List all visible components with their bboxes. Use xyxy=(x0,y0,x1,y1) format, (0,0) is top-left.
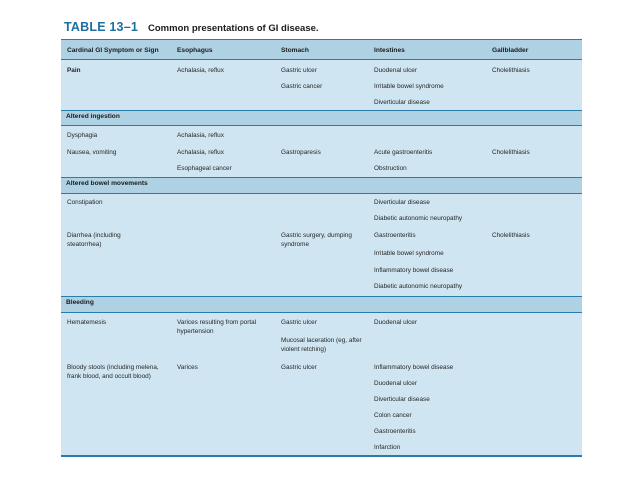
row-constipation-intestines-1: Diverticular disease xyxy=(374,199,430,206)
section-altered-bowel xyxy=(61,177,582,194)
row-nausea-esophagus-1: Achalasia, reflux xyxy=(177,149,224,156)
row-nausea-intestines-1: Acute gastroenteritis xyxy=(374,149,433,156)
row-diarrhea-stomach-1: Gastric surgery, dumping syndrome xyxy=(281,232,352,248)
header-stomach: Stomach xyxy=(281,47,309,54)
section-altered-ingestion xyxy=(61,110,582,126)
row-diarrhea-gallbladder-1: Cholelithiasis xyxy=(492,232,530,239)
section-bleeding xyxy=(61,296,582,313)
row-dysphagia-symptom: Dysphagia xyxy=(67,132,98,139)
table-title: Common presentations of GI disease. xyxy=(148,23,319,34)
row-nausea-esophagus-2: Esophageal cancer xyxy=(177,165,232,172)
section-altered-bowel-title: Altered bowel movements xyxy=(66,180,148,187)
row-nausea-stomach-1: Gastroparesis xyxy=(281,149,321,156)
row-nausea-intestines-2: Obstruction xyxy=(374,165,407,172)
row-hematemesis-stomach-2: Mucosal laceration (eg, after violent retching) xyxy=(281,337,362,353)
row-nausea-symptom: Nausea, vomiting xyxy=(67,149,117,156)
row-diarrhea-symptom: Diarrhea (including steatorrhea) xyxy=(67,232,121,248)
row-bloody-stools-intestines-6: Infarction xyxy=(374,444,401,451)
row-bloody-stools-esophagus-1: Varices xyxy=(177,364,198,371)
row-pain-stomach-1: Gastric ulcer xyxy=(281,67,317,74)
row-bloody-stools-intestines-3: Diverticular disease xyxy=(374,396,430,403)
table-number: TABLE 13–1 xyxy=(64,20,139,34)
gi-disease-table xyxy=(61,39,582,456)
row-diarrhea-intestines-3: Inflammatory bowel disease xyxy=(374,267,454,274)
row-pain-intestines-1: Duodenal ulcer xyxy=(374,67,417,74)
row-hematemesis-symptom: Hematemesis xyxy=(67,319,107,326)
row-constipation-symptom: Constipation xyxy=(67,199,103,206)
section-bleeding-title: Bleeding xyxy=(66,299,94,306)
row-diarrhea-intestines-1: Gastroenteritis xyxy=(374,232,416,239)
row-bloody-stools-intestines-1: Inflammatory bowel disease xyxy=(374,364,454,371)
row-bloody-stools-symptom: Bloody stools (including melena, frank blood, and occult blood) xyxy=(67,364,159,380)
row-bloody-stools-intestines-5: Gastroenteritis xyxy=(374,428,416,435)
header-gallbladder: Gallbladder xyxy=(492,47,529,54)
header-symptom: Cardinal GI Symptom or Sign xyxy=(67,47,159,54)
row-pain-symptom: Pain xyxy=(67,67,81,74)
row-pain-intestines-3: Diverticular disease xyxy=(374,99,430,106)
table-caption xyxy=(64,18,319,36)
row-pain-gallbladder-1: Cholelithiasis xyxy=(492,67,530,74)
row-dysphagia-esophagus-1: Achalasia, reflux xyxy=(177,132,224,139)
row-pain-esophagus-1: Achalasia, reflux xyxy=(177,67,224,74)
row-hematemesis-esophagus-1: Varices resulting from portal hypertension xyxy=(177,319,257,335)
section-altered-ingestion-title: Altered ingestion xyxy=(66,113,120,120)
row-diarrhea-intestines-2: Irritable bowel syndrome xyxy=(374,250,444,257)
row-diarrhea-intestines-4: Diabetic autonomic neuropathy xyxy=(374,283,463,290)
row-bloody-stools-intestines-2: Duodenal ulcer xyxy=(374,380,417,387)
table-header-row xyxy=(61,39,582,60)
row-constipation-intestines-2: Diabetic autonomic neuropathy xyxy=(374,215,463,222)
row-nausea-gallbladder-1: Cholelithiasis xyxy=(492,149,530,156)
header-esophagus: Esophagus xyxy=(177,47,213,54)
row-bloody-stools-intestines-4: Colon cancer xyxy=(374,412,412,419)
row-pain-intestines-2: Irritable bowel syndrome xyxy=(374,83,444,90)
row-pain-stomach-2: Gastric cancer xyxy=(281,83,323,90)
row-hematemesis-stomach-1: Gastric ulcer xyxy=(281,319,317,326)
row-hematemesis-intestines-1: Duodenal ulcer xyxy=(374,319,417,326)
row-bloody-stools-stomach-1: Gastric ulcer xyxy=(281,364,317,371)
header-intestines: Intestines xyxy=(374,47,405,54)
table-bottom-rule xyxy=(61,455,582,457)
